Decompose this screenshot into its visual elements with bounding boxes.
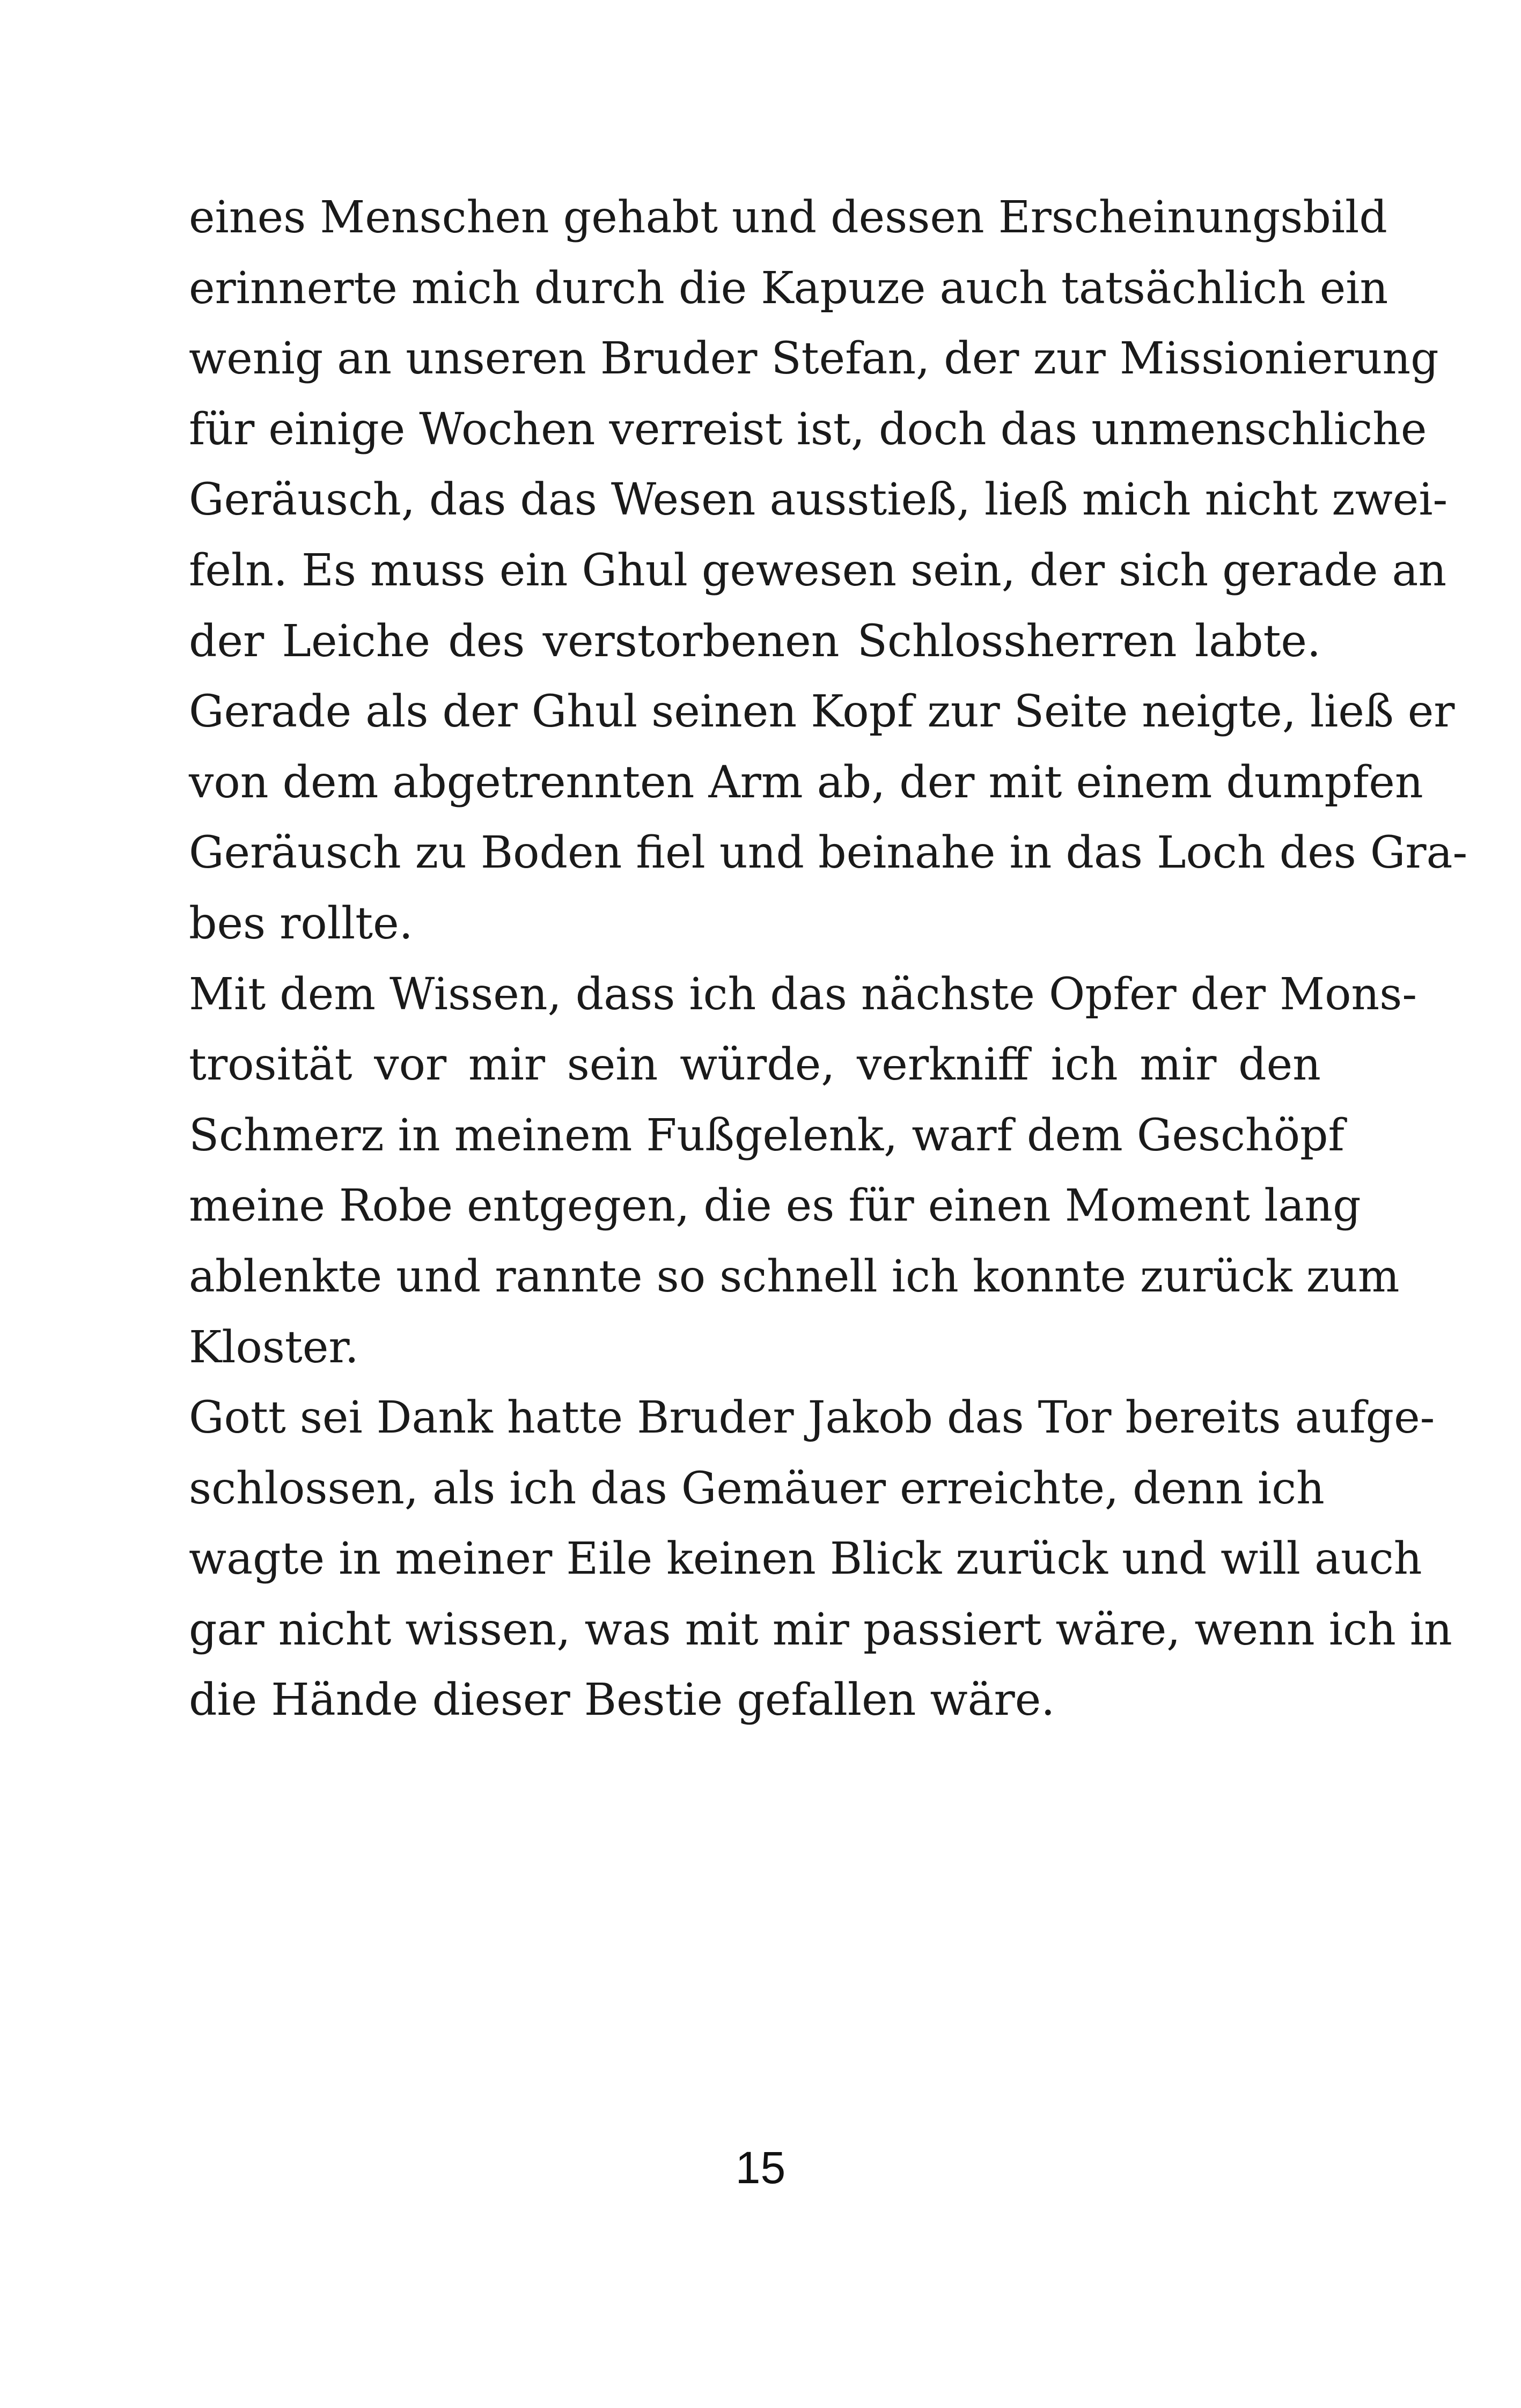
text-line: meine Robe entgegen, die es für einen Moment lang: [189, 1180, 1361, 1232]
text-line: wagte in meiner Eile keinen Blick zurück und will auch: [189, 1533, 1422, 1585]
text-line: wenig an unseren Bruder Stefan, der zur Missionierung: [189, 333, 1439, 385]
text-line: trosität vor mir sein würde, verkniff ich mir den: [189, 1039, 1321, 1091]
text-line: Geräusch zu Boden fiel und beinahe in das Loch des Gra-: [189, 827, 1468, 879]
text-line: Gerade als der Ghul seinen Kopf zur Seite neigte, ließ er: [189, 686, 1455, 738]
text-line: schlossen, als ich das Gemäuer erreichte, denn ich: [189, 1463, 1325, 1514]
text-line: Mit dem Wissen, dass ich das nächste Opfer der Mons-: [189, 968, 1417, 1020]
text-line: Geräusch, das das Wesen ausstieß, ließ mich nicht zwei-: [189, 474, 1448, 526]
text-line: bes rollte.: [189, 898, 413, 949]
body-text: [189, 182, 1468, 1736]
text-line: die Hände dieser Bestie gefallen wäre.: [189, 1675, 1055, 1726]
text-line: ablenkte und rannte so schnell ich konnte zurück zum: [189, 1251, 1400, 1302]
text-line: Gott sei Dank hatte Bruder Jakob das Tor bereits aufge-: [189, 1392, 1435, 1444]
text-line: erinnerte mich durch die Kapuze auch tatsächlich ein: [189, 262, 1388, 314]
text-line: eines Menschen gehabt und dessen Erscheinungsbild: [189, 192, 1387, 243]
text-line: für einige Wochen verreist ist, doch das unmenschliche: [189, 403, 1427, 455]
text-line: gar nicht wissen, was mit mir passiert wäre, wenn ich in: [189, 1604, 1452, 1655]
text-line: feln. Es muss ein Ghul gewesen sein, der sich gerade an: [189, 545, 1447, 596]
page-number: 15: [735, 2142, 786, 2193]
text-line: der Leiche des verstorbenen Schlossherren labte.: [189, 615, 1321, 667]
text-line: Schmerz in meinem Fußgelenk, warf dem Geschöpf: [189, 1110, 1344, 1161]
text-line: Kloster.: [189, 1322, 359, 1373]
text-line: von dem abgetrennten Arm ab, der mit einem dumpfen: [189, 757, 1423, 808]
